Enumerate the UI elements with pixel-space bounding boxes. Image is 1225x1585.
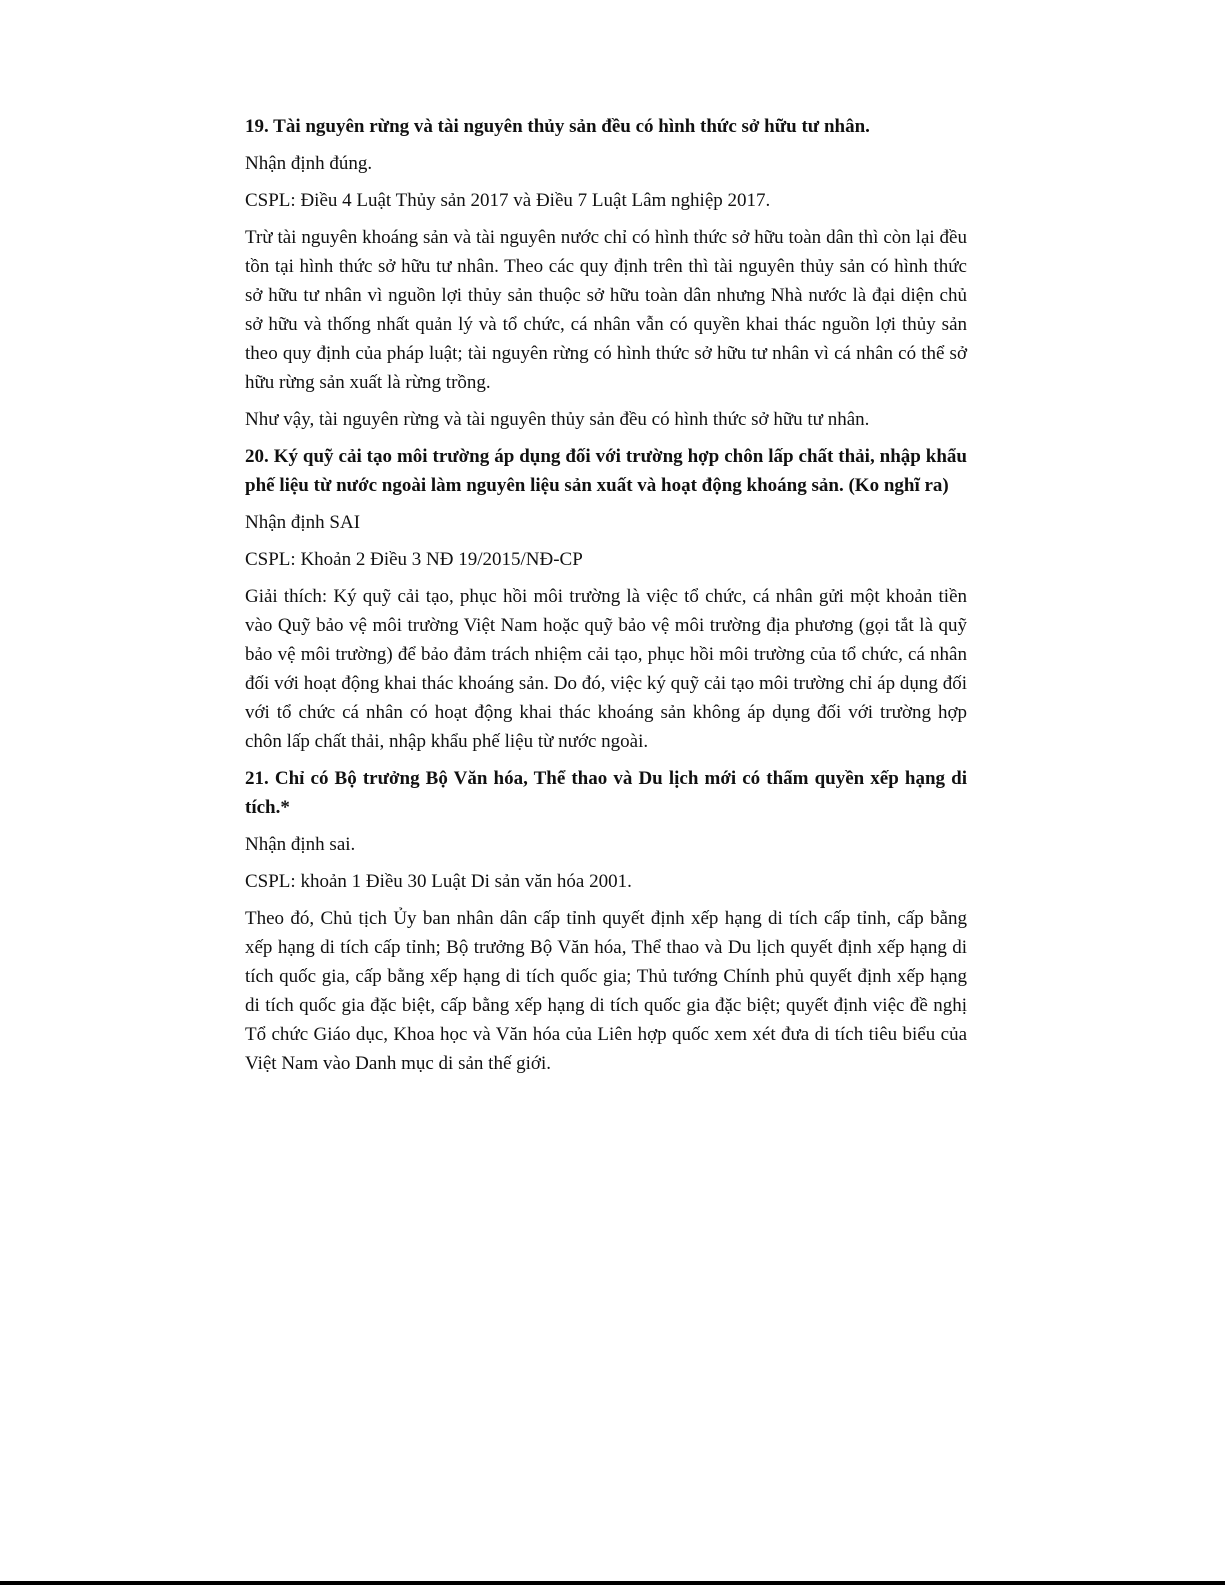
document-body: [245, 112, 967, 1086]
question-21-legal-basis: CSPL: khoản 1 Điều 30 Luật Di sản văn hóa 2001.: [245, 871, 632, 892]
question-21-explanation: Theo đó, Chủ tịch Ủy ban nhân dân cấp tỉnh quyết định xếp hạng di tích cấp tỉnh, cấp bằng xếp hạng di tích cấp tỉnh; Bộ trưởng Bộ Văn hóa, Thể thao và Du lịch quyết định xếp hạng di tích quốc gia, cấp bằng xếp hạng di tích quốc gia; Thủ tướng Chính phủ quyết định xếp hạng di tích quốc gia đặc biệt, cấp bằng xếp hạng di tích quốc gia đặc biệt; quyết định việc đề nghị Tổ chức Giáo dục, Khoa học và Văn hóa của Liên hợp quốc xem xét đưa di tích tiêu biểu của Việt Nam vào Danh mục di sản thế giới.: [245, 908, 967, 1074]
question-21-heading: 21. Chỉ có Bộ trưởng Bộ Văn hóa, Thể thao và Du lịch mới có thẩm quyền xếp hạng di tích.*: [245, 768, 967, 818]
question-21-verdict: Nhận định sai.: [245, 834, 356, 855]
question-19-explanation: Trừ tài nguyên khoáng sản và tài nguyên nước chỉ có hình thức sở hữu toàn dân thì còn lại đều tồn tại hình thức sở hữu tư nhân. Theo các quy định trên thì tài nguyên thủy sản có hình thức sở hữu tư nhân vì nguồn lợi thủy sản thuộc sở hữu toàn dân nhưng Nhà nước là đại diện chủ sở hữu và thống nhất quản lý và tổ chức, cá nhân vẫn có quyền khai thác nguồn lợi thủy sản theo quy định của pháp luật; tài nguyên rừng có hình thức sở hữu tư nhân vì cá nhân có thể sở hữu rừng sản xuất là rừng trồng.: [245, 227, 967, 393]
question-19-heading: 19. Tài nguyên rừng và tài nguyên thủy sản đều có hình thức sở hữu tư nhân.: [245, 116, 870, 137]
question-20-verdict: Nhận định SAI: [245, 512, 361, 533]
page-bottom-border: [0, 1581, 1225, 1585]
question-20-explanation: Giải thích: Ký quỹ cải tạo, phục hồi môi trường là việc tổ chức, cá nhân gửi một khoản tiền vào Quỹ bảo vệ môi trường Việt Nam hoặc quỹ bảo vệ môi trường địa phương (gọi tắt là quỹ bảo vệ môi trường) để bảo đảm trách nhiệm cải tạo, phục hồi môi trường của tổ chức, cá nhân đối với hoạt động khai thác khoáng sản. Do đó, việc ký quỹ cải tạo môi trường chỉ áp dụng đối với tổ chức cá nhân có hoạt động khai thác khoáng sản không áp dụng đối với trường hợp chôn lấp chất thải, nhập khẩu phế liệu từ nước ngoài.: [245, 586, 967, 752]
question-20-legal-basis: CSPL: Khoản 2 Điều 3 NĐ 19/2015/NĐ-CP: [245, 549, 583, 570]
question-19-verdict: Nhận định đúng.: [245, 153, 373, 174]
question-20-heading: 20. Ký quỹ cải tạo môi trường áp dụng đối với trường hợp chôn lấp chất thải, nhập khẩu phế liệu từ nước ngoài làm nguyên liệu sản xuất và hoạt động khoáng sản. (Ko nghĩ ra): [245, 446, 967, 496]
question-19-legal-basis: CSPL: Điều 4 Luật Thủy sản 2017 và Điều 7 Luật Lâm nghiệp 2017.: [245, 190, 771, 211]
question-19-conclusion: Như vậy, tài nguyên rừng và tài nguyên thủy sản đều có hình thức sở hữu tư nhân.: [245, 409, 870, 430]
